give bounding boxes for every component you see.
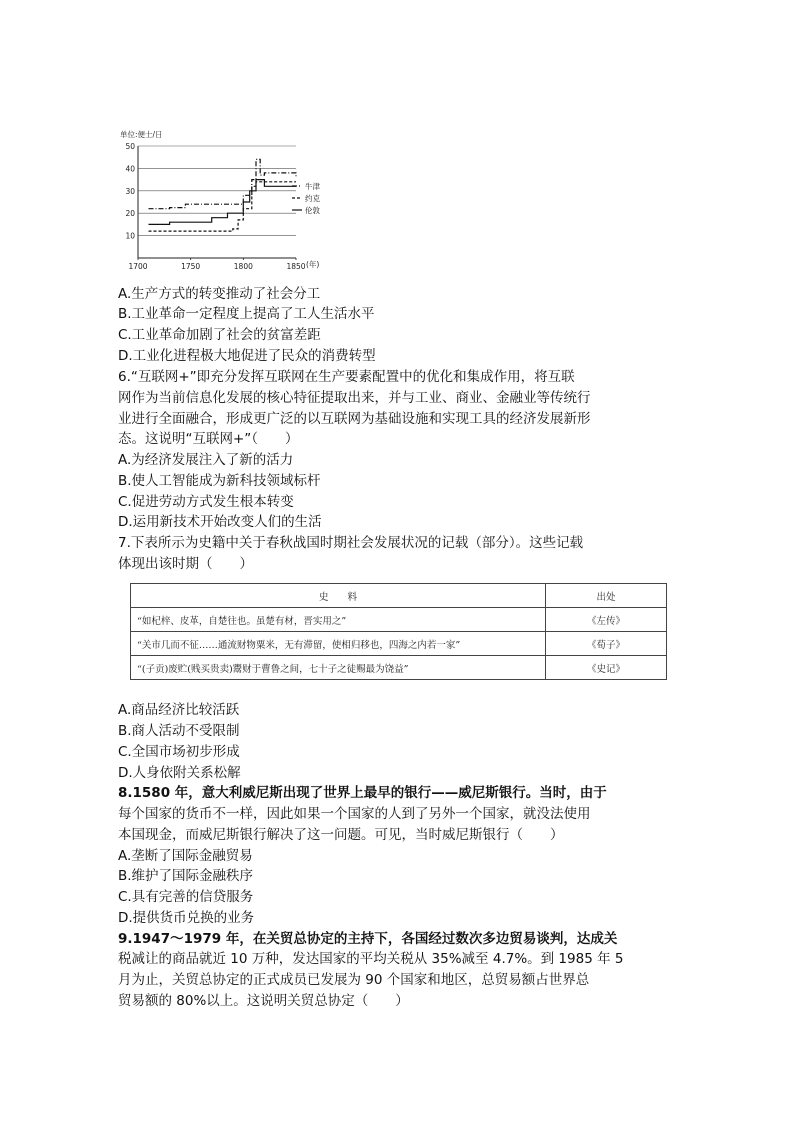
option-6b: B.使人工智能成为新科技领域标杆 (118, 473, 321, 489)
question-9-line4: 贸易额的 80%以上。这说明关贸总协定（ ） (118, 993, 409, 1009)
series-line-约克 (149, 182, 297, 231)
y-tick-label: 20 (125, 209, 135, 219)
table-header-material: 史 料 (131, 584, 546, 608)
question-6-line2: 网作为当前信息化发展的核心特征提取出来，并与工业、商业、金融业等传统行 (118, 390, 591, 406)
option-8c: C.具有完善的信贷服务 (118, 889, 254, 905)
table-header-row (131, 584, 667, 608)
table-header-source: 出处 (546, 584, 667, 608)
option-8d: D.提供货币兑换的业务 (118, 910, 255, 926)
option-7d: D.人身依附关系松解 (118, 765, 241, 781)
table-cell-text: “(子贡)废贮(贱买贵卖)鬻财于曹鲁之间，七十子之徒赐最为饶益” (131, 656, 546, 680)
option-7b: B.商人活动不受限制 (118, 723, 240, 739)
option-6a: A.为经济发展注入了新的活力 (118, 452, 294, 468)
y-tick-label: 50 (125, 142, 135, 151)
question-9-line3: 月为止，关贸总协定的正式成员已发展为 90 个国家和地区，总贸易额占世界总 (118, 972, 590, 988)
y-tick-label: 40 (125, 164, 135, 174)
series-line-伦敦 (149, 180, 297, 225)
wage-chart-svg (118, 124, 338, 274)
x-tick-label: 1750 (181, 262, 201, 271)
legend-label: 约克 (305, 194, 320, 203)
table-row (131, 656, 667, 680)
question-9-line2: 税减让的商品就近 10 万种，发达国家的平均关税从 35%减至 4.7%。到 1985 年 5 (118, 951, 624, 967)
option-8b: B.维护了国际金融秩序 (118, 868, 254, 884)
question-8-line3: 本国现金，而威尼斯银行解决了这一问题。可见，当时威尼斯银行（ ） (118, 827, 564, 843)
question-6-line3: 业进行全面融合，形成更广泛的以互联网为基础设施和实现工具的经济发展新形 (118, 411, 591, 427)
option-5b: B.工业革命一定程度上提高了工人生活水平 (118, 306, 375, 322)
table-row (131, 632, 667, 656)
option-5a: A.生产方式的转变推动了社会分工 (118, 286, 321, 302)
chart-unit-label: 单位:便士/日 (120, 130, 163, 139)
table-cell-text: “关市几而不征……通流财物粟米，无有滞留，使相归移也，四海之内若一家” (131, 632, 546, 656)
wage-chart (118, 124, 338, 274)
x-tick-label: 1850 (286, 262, 306, 271)
table-cell-source: 《左传》 (546, 608, 667, 632)
option-7a: A.商品经济比较活跃 (118, 702, 240, 718)
legend-label: 伦敦 (305, 206, 320, 215)
table-cell-text: “如杞梓、皮革，自楚往也。虽楚有材，晋实用之” (131, 608, 546, 632)
question-6-line1: 6.“互联网+”即充分发挥互联网在生产要素配置中的优化和集成作用，将互联 (118, 369, 575, 385)
question-7-line2: 体现出该时期（ ） (118, 556, 253, 572)
option-6c: C.促进劳动方式发生根本转变 (118, 494, 294, 510)
option-6d: D.运用新技术开始改变人们的生活 (118, 514, 322, 530)
table-cell-source: 《史记》 (546, 656, 667, 680)
option-8a: A.垄断了国际金融贸易 (118, 848, 253, 864)
legend-label: 牛津 (305, 182, 320, 191)
option-7c: C.全国市场初步形成 (118, 744, 240, 760)
history-table (130, 583, 667, 680)
question-8-line1: 8.1580 年，意大利威尼斯出现了世界上最早的银行——威尼斯银行。当时，由于 (118, 785, 607, 801)
option-5c: C.工业革命加剧了社会的贫富差距 (118, 327, 321, 343)
question-6-line4: 态。这说明“互联网+”（ ） (118, 431, 299, 447)
option-5d: D.工业化进程极大地促进了民众的消费转型 (118, 348, 376, 364)
y-tick-label: 10 (125, 231, 135, 241)
x-axis-unit: (年) (306, 260, 320, 269)
question-8-line2: 每个国家的货币不一样，因此如果一个国家的人到了另外一个国家，就没法使用 (118, 806, 591, 822)
x-tick-label: 1800 (233, 262, 253, 271)
question-9-line1: 9.1947～1979 年，在关贸总协定的主持下，各国经过数次多边贸易谈判，达成关 (118, 931, 618, 947)
series-line-牛津 (149, 159, 297, 208)
question-7-line1: 7.下表所示为史籍中关于春秋战国时期社会发展状况的记载（部分）。这些记载 (118, 535, 584, 551)
y-tick-label: 30 (125, 186, 135, 196)
table-cell-source: 《荀子》 (546, 632, 667, 656)
table-row (131, 608, 667, 632)
x-tick-label: 1700 (128, 262, 148, 271)
